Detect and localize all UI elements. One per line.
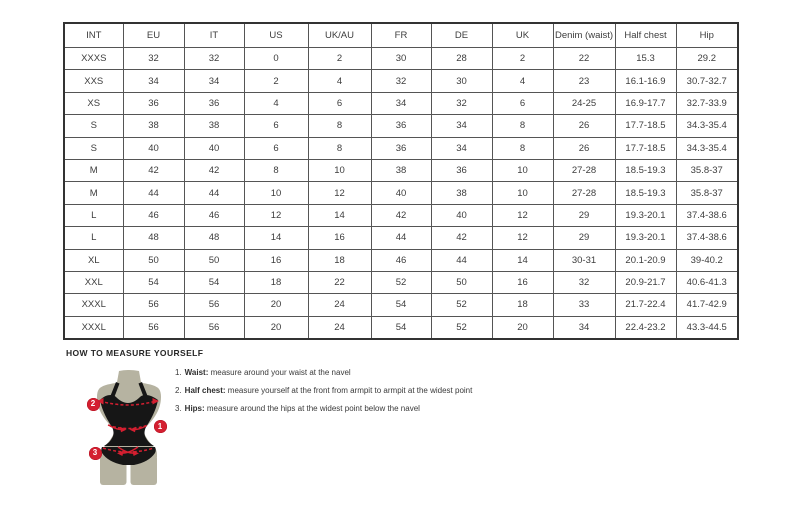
table-cell: 20 [492,316,553,339]
table-row [64,316,738,339]
table-cell: 54 [184,271,244,293]
table-cell: 34.3-35.4 [676,115,738,137]
table-cell: 14 [244,227,308,249]
table-cell: 17.7-18.5 [615,115,676,137]
size-chart-body [64,48,738,340]
table-cell: 48 [123,227,184,249]
table-cell: 50 [184,249,244,271]
table-cell: 29 [553,204,615,226]
table-row [64,70,738,92]
table-cell: 33 [553,294,615,316]
table-cell: 23 [553,70,615,92]
table-cell: 38 [371,159,431,181]
table-row [64,294,738,316]
table-cell: 42 [431,227,492,249]
table-cell: 17.7-18.5 [615,137,676,159]
table-cell: 56 [184,294,244,316]
table-cell: 42 [371,204,431,226]
table-cell: 40 [123,137,184,159]
table-cell: 50 [431,271,492,293]
table-cell: 16.9-17.7 [615,92,676,114]
table-cell: 36 [431,159,492,181]
table-cell: 32 [371,70,431,92]
measure-section-title: HOW TO MEASURE YOURSELF [66,348,204,358]
table-cell: 42 [184,159,244,181]
table-cell: 12 [308,182,371,204]
column-header: Hip [676,23,738,48]
table-row [64,159,738,181]
table-cell: 40 [431,204,492,226]
table-cell: 2 [492,48,553,70]
table-cell: 24 [308,316,371,339]
hips-marker-badge: 3 [89,447,102,460]
table-cell: 27-28 [553,159,615,181]
table-cell: 34 [553,316,615,339]
table-row [64,227,738,249]
table-cell: 41.7-42.9 [676,294,738,316]
table-cell: 34 [184,70,244,92]
column-header: IT [184,23,244,48]
table-cell: 8 [492,115,553,137]
instruction-label: Half chest: [184,386,226,395]
table-cell: 10 [492,159,553,181]
table-cell: 38 [123,115,184,137]
table-cell: 48 [184,227,244,249]
table-cell: 32 [431,92,492,114]
table-cell: 6 [244,137,308,159]
table-cell: 20.9-21.7 [615,271,676,293]
table-cell: 14 [492,249,553,271]
table-cell: 6 [308,92,371,114]
column-header: UK [492,23,553,48]
table-cell: 56 [123,294,184,316]
table-cell: 40 [371,182,431,204]
instruction-number: 3. [175,404,182,413]
table-cell: 8 [308,137,371,159]
table-cell: 22 [553,48,615,70]
chest-marker-badge: 2 [87,398,100,411]
table-cell: 10 [492,182,553,204]
table-cell: 12 [492,227,553,249]
measure-instruction-half-chest [175,382,472,400]
table-cell: XXXL [64,316,123,339]
table-cell: 0 [244,48,308,70]
table-cell: 30 [431,70,492,92]
table-cell: 16.1-16.9 [615,70,676,92]
table-cell: 16 [492,271,553,293]
table-cell: 18 [492,294,553,316]
table-cell: 22 [308,271,371,293]
table-cell: 6 [492,92,553,114]
instruction-label: Waist: [184,368,209,377]
table-cell: XS [64,92,123,114]
table-cell: 39-40.2 [676,249,738,271]
table-row [64,271,738,293]
table-cell: 6 [244,115,308,137]
table-cell: 52 [371,271,431,293]
table-cell: 30 [371,48,431,70]
table-cell: 40 [184,137,244,159]
table-cell: 38 [431,182,492,204]
table-cell: 56 [184,316,244,339]
table-cell: 26 [553,137,615,159]
table-cell: 52 [431,316,492,339]
table-cell: 34 [431,137,492,159]
table-cell: 42 [123,159,184,181]
table-cell: 19.3-20.1 [615,204,676,226]
measurement-figure [70,369,185,494]
table-cell: 10 [308,159,371,181]
table-cell: 30-31 [553,249,615,271]
table-cell: 8 [308,115,371,137]
table-cell: 14 [308,204,371,226]
waist-marker-badge: 1 [154,420,167,433]
table-cell: 18 [308,249,371,271]
instruction-label: Hips: [184,404,205,413]
table-cell: 46 [123,204,184,226]
table-cell: 34 [431,115,492,137]
table-cell: S [64,137,123,159]
table-cell: L [64,204,123,226]
table-cell: 56 [123,316,184,339]
column-header: DE [431,23,492,48]
table-row [64,249,738,271]
table-cell: 24 [308,294,371,316]
table-cell: 46 [371,249,431,271]
table-cell: 40.6-41.3 [676,271,738,293]
table-cell: 21.7-22.4 [615,294,676,316]
table-cell: 15.3 [615,48,676,70]
table-row [64,137,738,159]
table-row [64,115,738,137]
size-chart-table [63,22,739,340]
measure-instruction-hips [175,400,472,418]
table-cell: 32 [553,271,615,293]
table-cell: 4 [492,70,553,92]
table-cell: 20 [244,316,308,339]
table-cell: 4 [308,70,371,92]
table-cell: 19.3-20.1 [615,227,676,249]
table-cell: L [64,227,123,249]
instruction-text: measure around your waist at the navel [208,368,351,377]
table-cell: 34 [123,70,184,92]
table-cell: 20 [244,294,308,316]
table-cell: 30.7-32.7 [676,70,738,92]
table-cell: 12 [244,204,308,226]
table-cell: 35.8-37 [676,182,738,204]
table-cell: 36 [184,92,244,114]
table-row [64,204,738,226]
table-cell: 2 [308,48,371,70]
instruction-number: 2. [175,386,182,395]
instruction-text: measure around the hips at the widest point below the navel [204,404,420,413]
column-header: EU [123,23,184,48]
size-chart-header-row [64,23,738,48]
table-cell: XL [64,249,123,271]
table-cell: 38 [184,115,244,137]
table-cell: 36 [123,92,184,114]
table-cell: 18.5-19.3 [615,159,676,181]
table-cell: 44 [123,182,184,204]
table-cell: 52 [431,294,492,316]
table-cell: S [64,115,123,137]
table-cell: 20.1-20.9 [615,249,676,271]
table-cell: 29 [553,227,615,249]
table-row [64,48,738,70]
table-cell: 44 [431,249,492,271]
table-cell: 2 [244,70,308,92]
table-cell: 18.5-19.3 [615,182,676,204]
column-header: FR [371,23,431,48]
table-cell: M [64,182,123,204]
column-header: INT [64,23,123,48]
measure-instruction-waist [175,364,472,382]
table-cell: 22.4-23.2 [615,316,676,339]
instruction-text: measure yourself at the front from armpit to armpit at the widest point [225,386,473,395]
table-cell: 18 [244,271,308,293]
table-cell: 8 [244,159,308,181]
table-cell: 35.8-37 [676,159,738,181]
table-cell: 34.3-35.4 [676,137,738,159]
table-row [64,92,738,114]
table-cell: 44 [371,227,431,249]
table-cell: 32 [184,48,244,70]
table-cell: 32 [123,48,184,70]
table-cell: 36 [371,115,431,137]
column-header: UK/AU [308,23,371,48]
table-row [64,182,738,204]
table-cell: M [64,159,123,181]
table-cell: 10 [244,182,308,204]
table-cell: 16 [244,249,308,271]
instruction-number: 1. [175,368,182,377]
measure-instructions [175,364,472,418]
table-cell: 28 [431,48,492,70]
table-cell: XXL [64,271,123,293]
table-cell: XXXL [64,294,123,316]
table-cell: 46 [184,204,244,226]
table-cell: 26 [553,115,615,137]
column-header: Half chest [615,23,676,48]
table-cell: 43.3-44.5 [676,316,738,339]
column-header: US [244,23,308,48]
table-cell: XXS [64,70,123,92]
table-cell: 37.4-38.6 [676,227,738,249]
table-cell: XXXS [64,48,123,70]
table-cell: 24-25 [553,92,615,114]
table-cell: 50 [123,249,184,271]
table-cell: 29.2 [676,48,738,70]
table-cell: 4 [244,92,308,114]
table-cell: 12 [492,204,553,226]
table-cell: 54 [371,316,431,339]
table-cell: 37.4-38.6 [676,204,738,226]
table-cell: 8 [492,137,553,159]
table-cell: 54 [123,271,184,293]
table-cell: 44 [184,182,244,204]
table-cell: 16 [308,227,371,249]
table-cell: 36 [371,137,431,159]
column-header: Denim (waist) [553,23,615,48]
table-cell: 32.7-33.9 [676,92,738,114]
table-cell: 34 [371,92,431,114]
table-cell: 27-28 [553,182,615,204]
table-cell: 54 [371,294,431,316]
mannequin-illustration [70,369,185,494]
